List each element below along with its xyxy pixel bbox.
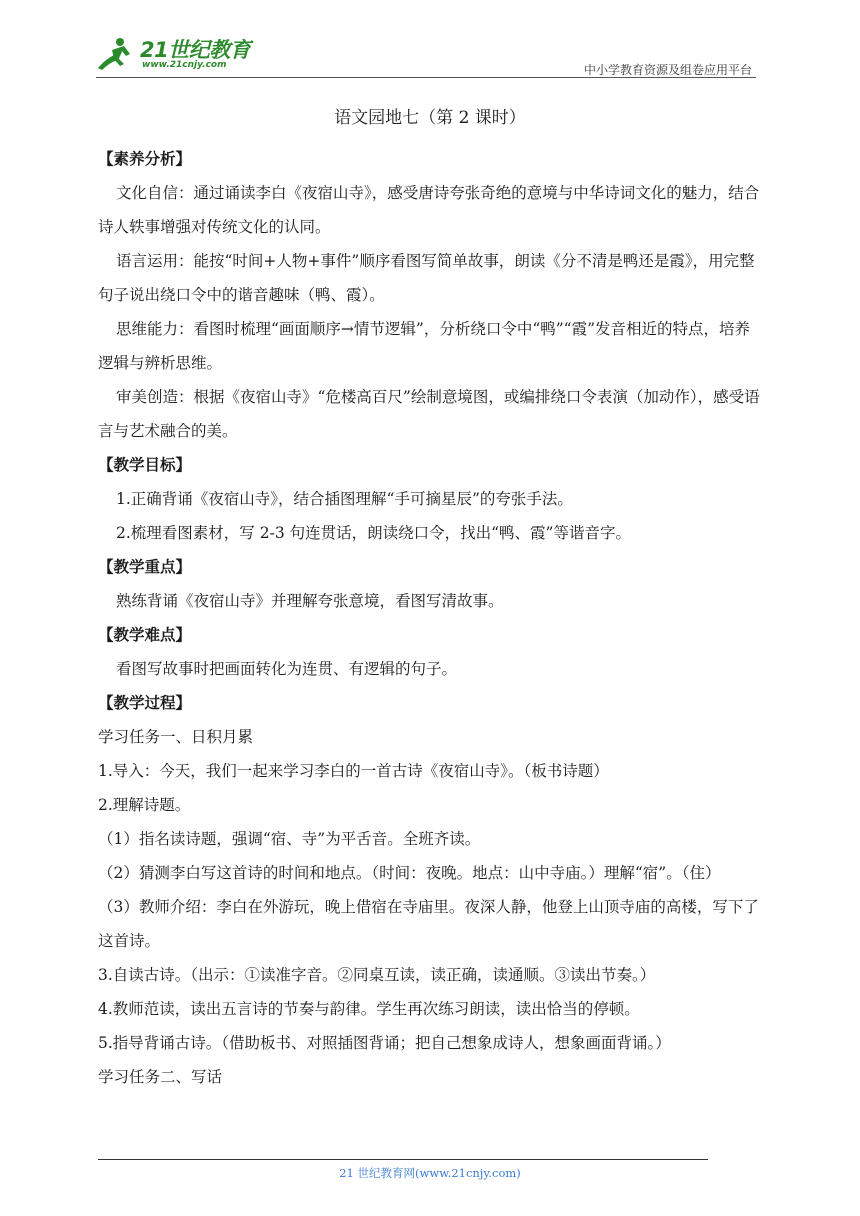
task-2-heading: 学习任务二、写话 bbox=[98, 1068, 223, 1086]
section-heading-goals: 【教学目标】 bbox=[98, 455, 192, 474]
paragraph-culture: 文化自信：通过诵读李白《夜宿山寺》，感受唐诗夸张奇绝的意境与中华诗词文化的魅力，结合诗人轶事增强对传统文化的认同。 bbox=[98, 184, 760, 236]
logo-text: 21世纪教育 bbox=[140, 38, 251, 62]
paragraph-thinking: 思维能力：看图时梳理“画面顺序→情节逻辑”，分析绕口令中“鸭”“霞”发音相近的特点，培养逻辑与辨析思维。 bbox=[98, 320, 751, 372]
paragraph-aesthetics: 审美创造：根据《夜宿山寺》“危楼高百尺”绘制意境图，或编排绕口令表演（加动作），感受语言与艺术融合的美。 bbox=[98, 388, 760, 440]
runner-logo-icon bbox=[96, 34, 136, 74]
process-line-6: 3.自读古诗。（出示：①读准字音。②同桌互读，读正确，读通顺。③读出节奏。） bbox=[98, 966, 656, 984]
goal-2: 2.梳理看图素材，写 2-3 句连贯话，朗读绕口令，找出“鸭、霞”等谐音字。 bbox=[116, 524, 631, 542]
header-divider bbox=[96, 77, 756, 78]
process-line-1: 1.导入：今天，我们一起来学习李白的一首古诗《夜宿山寺》。（板书诗题） bbox=[98, 762, 609, 780]
task-1-heading: 学习任务一、日积月累 bbox=[98, 728, 254, 746]
process-line-4: （2）猜测李白写这首诗的时间和地点。（时间：夜晚。地点：山中寺庙。）理解“宿”。（住） bbox=[98, 864, 721, 882]
paragraph-language: 语言运用：能按“时间+人物+事件”顺序看图写简单故事，朗读《分不清是鸭还是霞》，用完整句子说出绕口令中的谐音趣味（鸭、霞）。 bbox=[98, 252, 755, 304]
footer-divider bbox=[98, 1159, 708, 1160]
process-line-2: 2.理解诗题。 bbox=[98, 796, 191, 814]
difficulty: 看图写故事时把画面转化为连贯、有逻辑的句子。 bbox=[116, 660, 458, 678]
process-line-7: 4.教师范读，读出五言诗的节奏与韵律。学生再次练习朗读，读出恰当的停顿。 bbox=[98, 1000, 640, 1018]
goal-1: 1.正确背诵《夜宿山寺》，结合插图理解“手可摘星辰”的夸张手法。 bbox=[116, 490, 573, 508]
section-heading-difficulties: 【教学难点】 bbox=[98, 625, 192, 644]
key-point: 熟练背诵《夜宿山寺》并理解夸张意境，看图写清故事。 bbox=[116, 592, 504, 610]
document-body bbox=[98, 104, 762, 1094]
page-header bbox=[96, 30, 756, 80]
section-heading-literacy: 【素养分析】 bbox=[98, 149, 192, 168]
section-heading-process: 【教学过程】 bbox=[98, 693, 192, 712]
page-footer: 21 世纪教育网(www.21cnjy.com) bbox=[339, 1166, 521, 1180]
document-title: 语文园地七（第 2 课时） bbox=[334, 108, 526, 128]
process-line-5: （3）教师介绍：李白在外游玩，晚上借宿在寺庙里。夜深人静，他登上山顶寺庙的高楼，写下了这首诗。 bbox=[98, 898, 759, 950]
site-logo bbox=[96, 30, 266, 76]
process-line-8: 5.指导背诵古诗。（借助板书、对照插图背诵；把自己想象成诗人，想象画面背诵。） bbox=[98, 1034, 671, 1052]
section-heading-key-points: 【教学重点】 bbox=[98, 557, 192, 576]
process-line-3: （1）指名读诗题，强调“宿、寺”为平舌音。全班齐读。 bbox=[98, 830, 481, 848]
logo-url: www.21cnjy.com bbox=[142, 60, 227, 70]
platform-name: 中小学教育资源及组卷应用平台 bbox=[583, 63, 752, 77]
